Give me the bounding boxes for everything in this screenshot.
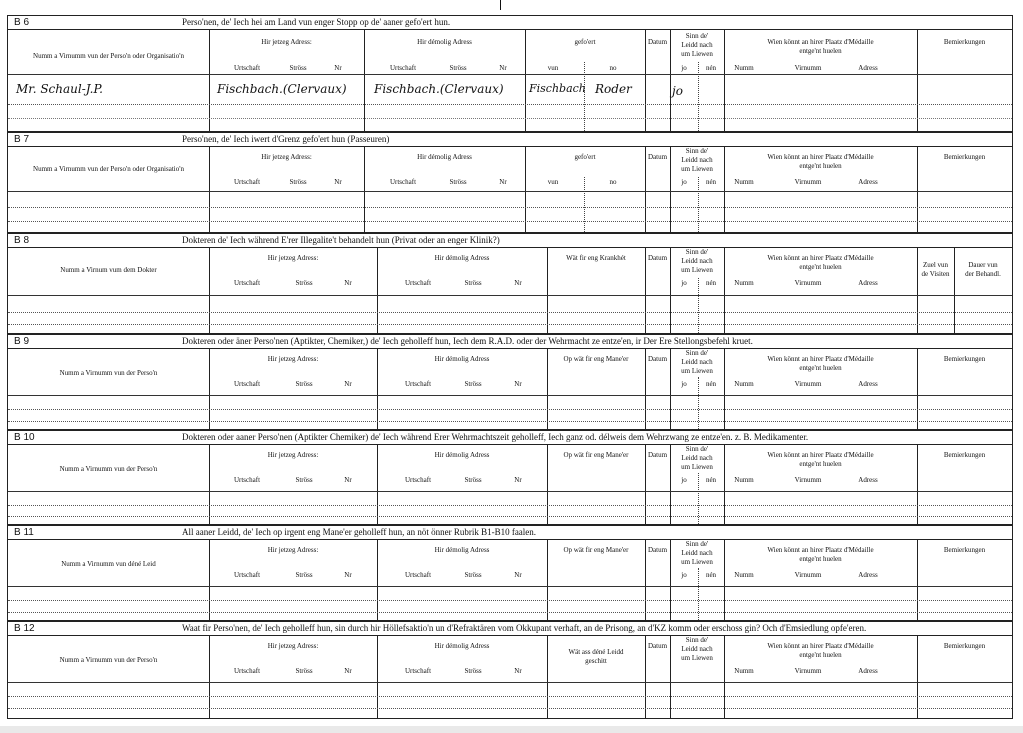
col-name-header: Numm a Virnumm vun déné Leid [61, 560, 156, 568]
col-medal-1: Wien könnt an hirer Plaatz d'Médaille [767, 642, 874, 650]
col-remarks: Bemierkungen [943, 38, 986, 46]
col-died-3: um Liewen [681, 165, 713, 173]
col-died-2: Leidd nach [681, 549, 713, 557]
col-died-1: Sinn de' [685, 349, 709, 357]
section-header [7, 525, 1013, 539]
col-old-address-header: Hir démolig Adress [417, 153, 472, 161]
col-street: Ströss [449, 178, 467, 186]
col-died-3: um Liewen [681, 367, 713, 375]
section-id: B 10 [14, 432, 35, 443]
handwritten-yes: jo [672, 84, 683, 98]
col-died-3: um Liewen [681, 463, 713, 471]
col-place: Urtschaft [233, 667, 261, 675]
col-date: Datum [647, 451, 668, 459]
col-number: Nr [344, 476, 352, 484]
col-number: Nr [334, 178, 342, 186]
col-address: Adress [858, 476, 878, 484]
col-medal-2: entge'nt huelen [799, 460, 842, 468]
col-died-1: Sinn de' [685, 636, 709, 644]
col-visits-1: Zuel vun [922, 261, 949, 269]
col-place: Urtschaft [233, 380, 261, 388]
col-firstname: Virnumm [794, 178, 822, 186]
col-place: Urtschaft [389, 178, 417, 186]
col-place: Urtschaft [233, 571, 261, 579]
col-street: Ströss [464, 667, 482, 675]
section-b12 [7, 621, 1013, 719]
col-firstname: Virnumm [794, 380, 822, 388]
section-title: Dokteren oder äner Perso'nen (Aptikter, Chemiker,) de' Iech geholleff hun, Iech dem R.A.D. oder der Wehrmacht ze entze'en, ir Der Ere Stellongsbefehl kruet. [182, 336, 753, 346]
col-medal-1: Wien könnt an hirer Plaatz d'Médaille [767, 254, 874, 262]
section-table [7, 348, 1013, 430]
col-firstname: Virnumm [794, 64, 822, 72]
col-medal-1: Wien könnt an hirer Plaatz d'Médaille [767, 546, 874, 554]
section-id: B 9 [14, 336, 30, 347]
col-date: Datum [647, 355, 668, 363]
col-name-header: Numm a Virnumm vun der Perso'n [59, 656, 158, 664]
col-old-address-header: Hir démolig Adress [417, 38, 472, 46]
section-title: Dokteren de' Iech während E'rer Illegalite't behandelt hun (Privat oder an enger Klinik?) [182, 235, 500, 245]
section-table [7, 29, 1013, 132]
col-current-address-header: Hir jetzeg Adress: [267, 546, 319, 554]
col-street: Ströss [449, 64, 467, 72]
col-name-header: Numm a Virnum vum dem Dokter [60, 266, 157, 274]
col-surname: Numm [734, 64, 754, 72]
col-place: Urtschaft [233, 476, 261, 484]
col-yes: jo [681, 279, 687, 287]
section-id: B 12 [14, 623, 35, 634]
section-table [7, 444, 1013, 525]
col-firstname: Virnumm [794, 476, 822, 484]
col-remarks: Bemierkungen [943, 642, 986, 650]
col-street: Ströss [464, 476, 482, 484]
col-number: Nr [334, 64, 342, 72]
col-manner: Op wät fir eng Mane'er [563, 451, 629, 459]
col-manner: Op wät fir eng Mane'er [563, 355, 629, 363]
col-died-3: um Liewen [681, 558, 713, 566]
col-died-2: Leidd nach [681, 156, 713, 164]
col-transported-header: gefo'ert [574, 153, 596, 161]
col-address: Adress [858, 667, 878, 675]
col-from: vun [547, 64, 559, 72]
col-medal-1: Wien könnt an hirer Plaatz d'Médaille [767, 38, 874, 46]
col-surname: Numm [734, 667, 754, 675]
col-date: Datum [647, 642, 668, 650]
col-to: no [609, 64, 617, 72]
col-transported-header: gefo'ert [574, 38, 596, 46]
col-remarks: Bemierkungen [943, 355, 986, 363]
col-place: Urtschaft [404, 279, 432, 287]
col-yes: jo [681, 476, 687, 484]
col-number: Nr [514, 667, 522, 675]
col-place: Urtschaft [233, 64, 261, 72]
col-number: Nr [514, 571, 522, 579]
col-street: Ströss [289, 64, 307, 72]
col-number: Nr [344, 279, 352, 287]
col-yes: jo [681, 380, 687, 388]
col-old-address-header: Hir démolig Adress [434, 254, 490, 262]
col-number: Nr [499, 178, 507, 186]
section-b7 [7, 132, 1013, 233]
section-header [7, 233, 1013, 247]
col-firstname: Virnumm [794, 667, 822, 675]
col-manner: Op wät fir eng Mane'er [563, 546, 629, 554]
col-died-2: Leidd nach [681, 645, 713, 653]
section-table [7, 539, 1013, 621]
col-died-2: Leidd nach [681, 358, 713, 366]
col-died-2: Leidd nach [681, 41, 713, 49]
col-number: Nr [499, 64, 507, 72]
handwritten-to: Roder [595, 82, 632, 96]
col-address: Adress [858, 64, 878, 72]
col-firstname: Virnumm [794, 571, 822, 579]
col-address: Adress [858, 380, 878, 388]
handwritten-from: Fischbach [529, 82, 586, 95]
col-no: nén [705, 380, 717, 388]
col-number: Nr [514, 476, 522, 484]
handwritten-old-address: Fischbach.(Clervaux) [374, 82, 504, 96]
col-surname: Numm [734, 476, 754, 484]
form-sheet [7, 0, 1013, 733]
col-number: Nr [514, 380, 522, 388]
col-what-happened-1: Wät ass déné Leidd [568, 648, 624, 656]
col-current-address-header: Hir jetzeg Adress: [261, 38, 312, 46]
col-street: Ströss [295, 380, 313, 388]
col-no: nén [705, 279, 717, 287]
col-old-address-header: Hir démolig Adress [434, 546, 490, 554]
section-b6 [7, 15, 1013, 132]
col-visits-2: de Visiten [921, 270, 950, 278]
col-remarks: Bemierkungen [943, 153, 986, 161]
col-place: Urtschaft [404, 476, 432, 484]
col-old-address-header: Hir démolig Adress [434, 355, 490, 363]
col-number: Nr [514, 279, 522, 287]
col-street: Ströss [464, 380, 482, 388]
col-street: Ströss [295, 571, 313, 579]
col-died-3: um Liewen [681, 266, 713, 274]
section-header [7, 15, 1013, 29]
col-yes: jo [681, 571, 687, 579]
section-b8 [7, 233, 1013, 334]
col-old-address-header: Hir démolig Adress [434, 451, 490, 459]
section-id: B 11 [14, 527, 34, 538]
section-title: Perso'nen, de' Iech hei am Land vun enger Stopp op de' aaner gefo'ert hun. [182, 17, 451, 27]
col-place: Urtschaft [404, 667, 432, 675]
col-number: Nr [344, 667, 352, 675]
col-died-1: Sinn de' [685, 540, 709, 548]
col-yes: jo [681, 64, 687, 72]
col-medal-1: Wien könnt an hirer Plaatz d'Médaille [767, 355, 874, 363]
col-duration-1: Dauer vun [968, 261, 998, 269]
col-place: Urtschaft [389, 64, 417, 72]
col-place: Urtschaft [233, 178, 261, 186]
col-number: Nr [344, 571, 352, 579]
col-no: nén [705, 476, 717, 484]
col-place: Urtschaft [404, 380, 432, 388]
col-date: Datum [647, 38, 668, 46]
col-medal-1: Wien könnt an hirer Plaatz d'Médaille [767, 451, 874, 459]
col-from: vun [547, 178, 559, 186]
section-title: Waat fir Perso'nen, de' Iech geholleff hun, sin durch hir Höllefsaktio'n un d'Refraktären vom Okkupant verhaft, an de Prisong, an d'KZ komm oder erschoss gin? Och d'Emsiedlung opfe'eren. [182, 623, 867, 633]
col-old-address-header: Hir démolig Adress [434, 642, 490, 650]
col-address: Adress [858, 178, 878, 186]
col-medal-2: entge'nt huelen [799, 47, 842, 55]
col-street: Ströss [295, 279, 313, 287]
col-died-3: um Liewen [681, 654, 713, 662]
section-id: B 8 [14, 235, 30, 246]
scan-edge [0, 726, 1023, 733]
col-yes: jo [681, 178, 687, 186]
col-street: Ströss [295, 667, 313, 675]
col-street: Ströss [464, 279, 482, 287]
col-died-1: Sinn de' [685, 32, 709, 40]
col-number: Nr [344, 380, 352, 388]
col-street: Ströss [464, 571, 482, 579]
col-date: Datum [647, 153, 668, 161]
col-date: Datum [647, 546, 668, 554]
col-current-address-header: Hir jetzeg Adress: [267, 254, 319, 262]
col-no: nén [705, 571, 717, 579]
col-current-address-header: Hir jetzeg Adress: [267, 355, 319, 363]
col-place: Urtschaft [404, 571, 432, 579]
col-died-1: Sinn de' [685, 248, 709, 256]
section-b11 [7, 525, 1013, 621]
col-current-address-header: Hir jetzeg Adress: [267, 451, 319, 459]
section-header [7, 430, 1013, 444]
col-name-header: Numm a Virnumm vun der Perso'n [59, 465, 158, 473]
col-current-address-header: Hir jetzeg Adress: [261, 153, 312, 161]
section-table [7, 635, 1013, 719]
section-header [7, 621, 1013, 635]
section-table [7, 247, 1013, 334]
col-street: Ströss [289, 178, 307, 186]
col-died-3: um Liewen [681, 50, 713, 58]
col-medal-1: Wien könnt an hirer Plaatz d'Médaille [767, 153, 874, 161]
col-no: nén [705, 64, 717, 72]
section-b10 [7, 430, 1013, 525]
col-no: nén [705, 178, 717, 186]
col-duration-2: der Behandl. [965, 270, 1001, 278]
col-to: no [609, 178, 617, 186]
handwritten-name: Mr. Schaul-J.P. [16, 82, 103, 96]
col-surname: Numm [734, 279, 754, 287]
col-what-happened-2: geschitt [585, 657, 607, 665]
col-name-header: Numm a Virnumm vun der Perso'n oder Organisatio'n [33, 165, 184, 173]
col-died-1: Sinn de' [685, 445, 709, 453]
section-title: Perso'nen, de' Iech iwert d'Grenz gefo'ert hun (Passeuren) [182, 134, 390, 144]
handwritten-current-address: Fischbach.(Clervaux) [217, 82, 347, 96]
section-title: All aaner Leidd, de' Iech op irgent eng Mane'er geholleff hun, an nöt önner Rubrik B1-B10 faalen. [182, 527, 537, 537]
col-died-1: Sinn de' [685, 147, 709, 155]
col-died-2: Leidd nach [681, 257, 713, 265]
col-surname: Numm [734, 380, 754, 388]
col-remarks: Bemierkungen [943, 546, 986, 554]
col-medal-2: entge'nt huelen [799, 555, 842, 563]
section-table [7, 146, 1013, 233]
col-street: Ströss [295, 476, 313, 484]
col-medal-2: entge'nt huelen [799, 651, 842, 659]
col-firstname: Virnumm [794, 279, 822, 287]
col-surname: Numm [734, 571, 754, 579]
section-b9 [7, 334, 1013, 430]
col-date: Datum [647, 254, 668, 262]
section-id: B 7 [14, 134, 30, 145]
col-died-2: Leidd nach [681, 454, 713, 462]
col-surname: Numm [734, 178, 754, 186]
col-name-header: Numm a Virnumm vun der Perso'n [59, 369, 158, 377]
section-title: Dokteren oder aaner Perso'nen (Aptikter Chemiker) de' Iech während Erer Wehrmachtszeit geholleff, Iech ganz od. délweis dem Wehrzwang ze entze'en. z. B. Medikamenter. [182, 432, 809, 442]
col-medal-2: entge'nt huelen [799, 364, 842, 372]
section-header [7, 132, 1013, 146]
col-current-address-header: Hir jetzeg Adress: [267, 642, 319, 650]
col-name-header: Numm a Virnumm vun der Perso'n oder Organisatio'n [33, 52, 184, 60]
col-illness: Wät fir eng Krankhét [566, 254, 626, 262]
col-remarks: Bemierkungen [943, 451, 986, 459]
col-address: Adress [858, 571, 878, 579]
col-medal-2: entge'nt huelen [799, 162, 842, 170]
section-header [7, 334, 1013, 348]
col-medal-2: entge'nt huelen [799, 263, 842, 271]
col-address: Adress [858, 279, 878, 287]
col-place: Urtschaft [233, 279, 261, 287]
section-id: B 6 [14, 17, 30, 28]
